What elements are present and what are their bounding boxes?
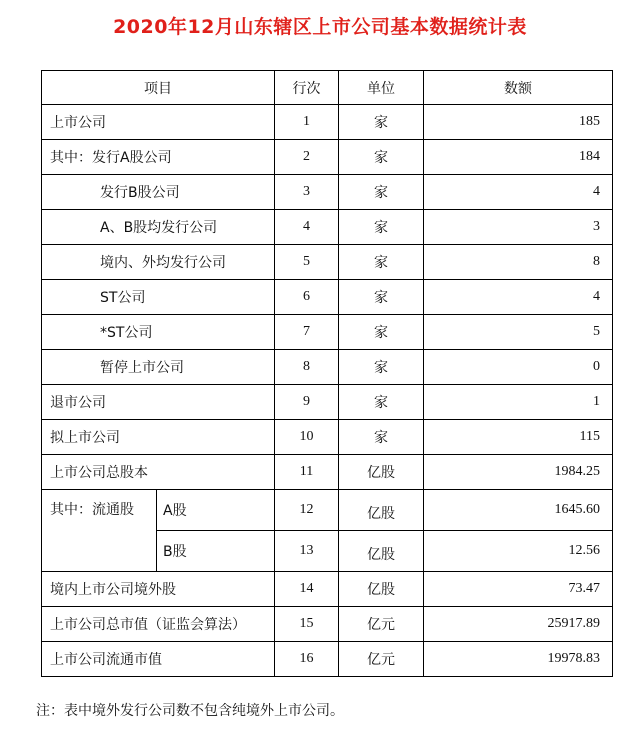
table-row <box>42 572 613 607</box>
row-unit: 家 <box>339 105 424 140</box>
row-amount: 1645.60 <box>424 490 613 531</box>
table-row <box>42 420 613 455</box>
header-row-no: 行次 <box>275 71 339 105</box>
table-row <box>42 455 613 490</box>
row-number: 3 <box>275 175 339 210</box>
row-number: 14 <box>275 572 339 607</box>
row-amount: 3 <box>424 210 613 245</box>
row-unit: 家 <box>339 280 424 315</box>
table-row <box>42 490 613 531</box>
row-label: 境内上市公司境外股 <box>42 572 275 607</box>
row-amount: 184 <box>424 140 613 175</box>
row-amount: 4 <box>424 280 613 315</box>
row-label: 上市公司流通市值 <box>42 642 275 677</box>
table-row <box>42 385 613 420</box>
row-unit: 亿股 <box>339 455 424 490</box>
row-number: 1 <box>275 105 339 140</box>
row-number: 15 <box>275 607 339 642</box>
page-title: 2020年12月山东辖区上市公司基本数据统计表 <box>113 16 527 38</box>
table-row <box>42 642 613 677</box>
footnote: 注：表中境外发行公司数不包含纯境外上市公司。 <box>36 703 344 719</box>
row-unit: 亿股 <box>339 490 424 531</box>
row-unit: 亿元 <box>339 607 424 642</box>
row-amount: 8 <box>424 245 613 280</box>
header-unit: 单位 <box>339 71 424 105</box>
row-number: 7 <box>275 315 339 350</box>
row-amount: 1984.25 <box>424 455 613 490</box>
table-row <box>42 210 613 245</box>
table-row <box>42 140 613 175</box>
row-label: 境内、外均发行公司 <box>42 245 275 280</box>
row-amount: 73.47 <box>424 572 613 607</box>
row-number: 11 <box>275 455 339 490</box>
row-label: 上市公司总股本 <box>42 455 275 490</box>
row-unit: 家 <box>339 385 424 420</box>
row-unit: 家 <box>339 210 424 245</box>
table-row <box>42 315 613 350</box>
row-number: 4 <box>275 210 339 245</box>
table-row <box>42 105 613 140</box>
table-row <box>42 350 613 385</box>
row-unit: 亿股 <box>339 572 424 607</box>
row-unit: 家 <box>339 420 424 455</box>
row-amount: 19978.83 <box>424 642 613 677</box>
row-amount: 115 <box>424 420 613 455</box>
row-label: 拟上市公司 <box>42 420 275 455</box>
row-unit: 家 <box>339 245 424 280</box>
row-number: 9 <box>275 385 339 420</box>
table-row <box>42 607 613 642</box>
header-amount: 数额 <box>424 71 613 105</box>
row-number: 16 <box>275 642 339 677</box>
row-label: 退市公司 <box>42 385 275 420</box>
row-amount: 5 <box>424 315 613 350</box>
row-label: 暂停上市公司 <box>42 350 275 385</box>
row-amount: 0 <box>424 350 613 385</box>
row-label: 其中：流通股 <box>42 490 157 572</box>
row-sub-label: B股 <box>157 531 275 572</box>
row-number: 12 <box>275 490 339 531</box>
row-number: 10 <box>275 420 339 455</box>
row-number: 8 <box>275 350 339 385</box>
row-label: ST公司 <box>42 280 275 315</box>
row-amount: 12.56 <box>424 531 613 572</box>
row-number: 6 <box>275 280 339 315</box>
row-unit: 家 <box>339 175 424 210</box>
row-label: 其中：发行A股公司 <box>42 140 275 175</box>
table-header-row <box>42 71 613 105</box>
row-unit: 家 <box>339 315 424 350</box>
row-amount: 1 <box>424 385 613 420</box>
row-unit: 亿股 <box>339 531 424 572</box>
row-amount: 25917.89 <box>424 607 613 642</box>
header-item: 项目 <box>42 71 275 105</box>
row-sub-label: A股 <box>157 490 275 531</box>
row-number: 5 <box>275 245 339 280</box>
row-number: 2 <box>275 140 339 175</box>
row-number: 13 <box>275 531 339 572</box>
row-label: A、B股均发行公司 <box>42 210 275 245</box>
row-unit: 家 <box>339 350 424 385</box>
row-label: *ST公司 <box>42 315 275 350</box>
table-row <box>42 175 613 210</box>
row-label: 上市公司总市值（证监会算法） <box>42 607 275 642</box>
table-row <box>42 280 613 315</box>
row-amount: 4 <box>424 175 613 210</box>
table-row <box>42 245 613 280</box>
row-label: 发行B股公司 <box>42 175 275 210</box>
row-unit: 亿元 <box>339 642 424 677</box>
row-amount: 185 <box>424 105 613 140</box>
row-unit: 家 <box>339 140 424 175</box>
statistics-table <box>41 70 613 677</box>
row-label: 上市公司 <box>42 105 275 140</box>
